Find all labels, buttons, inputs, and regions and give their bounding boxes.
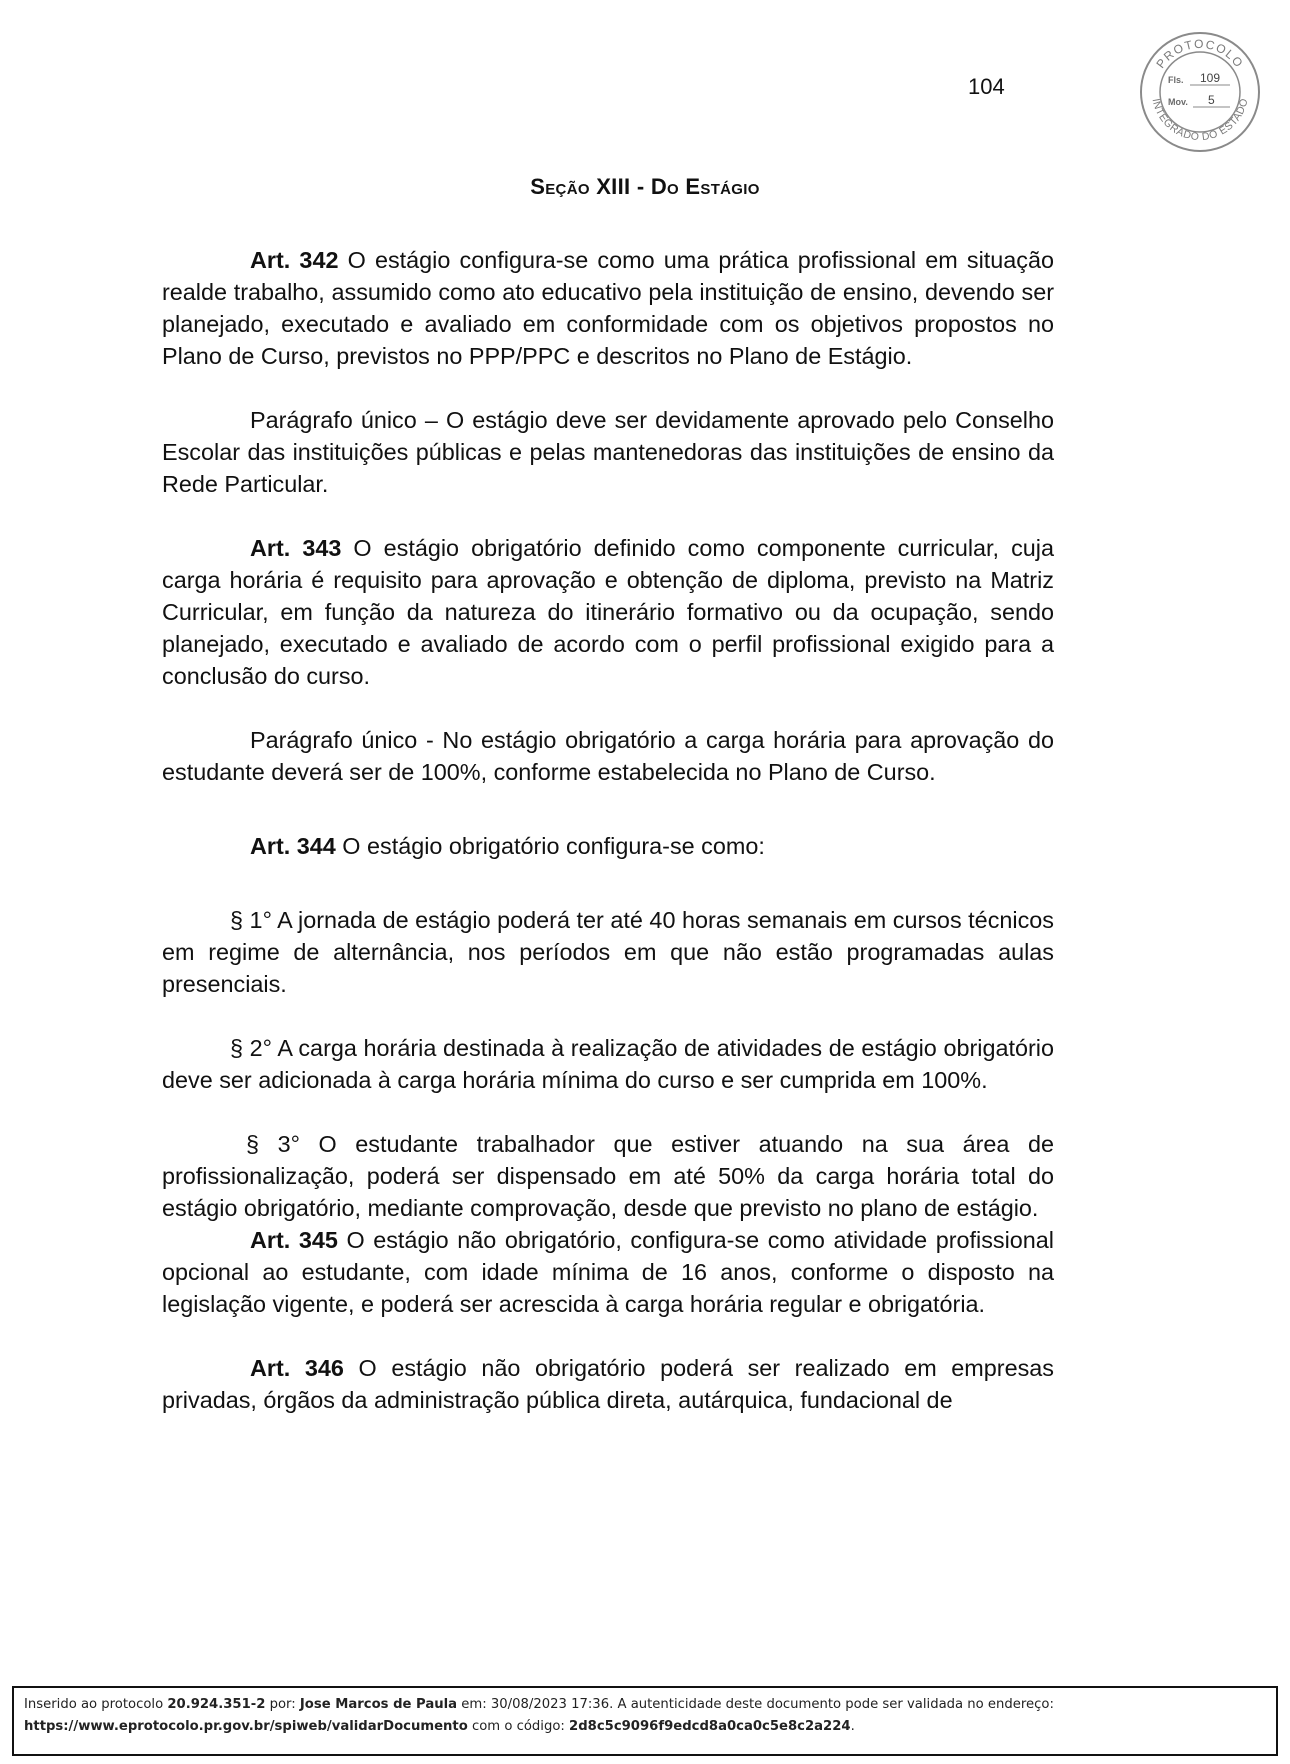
authentication-footer (12, 1686, 1278, 1756)
stamp-mov-label: Mov. (1168, 97, 1188, 107)
article-label: Art. 343 (250, 535, 342, 561)
paragraph-sole-342 (162, 404, 1054, 500)
footer-code-label: com o código: (467, 1719, 570, 1734)
paragraph-text: § 1° A jornada de estágio poderá ter até 40 horas semanais em cursos técnicos em regime de alternância, nos períodos em que não estão programadas aulas presenciais. (162, 907, 1054, 997)
paragraph-art-345 (162, 1224, 1054, 1320)
article-label: Art. 344 (250, 833, 336, 859)
svg-text:INTEGRADO DO ESTADO (1150, 97, 1251, 143)
paragraph-art-344 (162, 830, 1054, 862)
paragraph-text: Parágrafo único - No estágio obrigatório a carga horária para aprovação do estudante deverá ser de 100%, conforme estabelecida no Plano de Curso. (162, 727, 1054, 785)
protocol-stamp (1138, 30, 1262, 154)
paragraph-clause-2 (162, 1032, 1054, 1096)
paragraph-text: O estágio obrigatório definido como componente curricular, cuja carga horária é requisito para aprovação e obtenção de diploma, previsto na Matriz Curricular, em função da natureza do itinerário formativo ou da ocupação, sendo planejado, executado e avaliado de acordo com o perfil profissional exigido para a conclusão do curso. (162, 535, 1054, 689)
footer-protocol-number: 20.924.351-2 (167, 1697, 266, 1712)
footer-validation-link[interactable]: https://www.eprotocolo.pr.gov.br/spiweb/validarDocumento (24, 1719, 468, 1734)
paragraph-text: O estágio configura-se como uma prática profissional em situação realde trabalho, assumido como ato educativo pela instituição de ensino, devendo ser planejado, executado e avaliado em conformidade com os objetivos propostos no Plano de Curso, previstos no PPP/PPC e descritos no Plano de Estágio. (162, 247, 1054, 369)
paragraph-text: Parágrafo único – O estágio deve ser devidamente aprovado pelo Conselho Escolar das instituições públicas e pelas mantenedoras das instituições de ensino da Rede Particular. (162, 407, 1054, 497)
paragraph-art-346 (162, 1352, 1054, 1416)
footer-author: Jose Marcos de Paula (299, 1697, 458, 1712)
footer-end: . (850, 1719, 855, 1734)
paragraph-clause-3 (162, 1128, 1054, 1224)
footer-by-label: por: (265, 1697, 300, 1712)
paragraph-text: O estágio não obrigatório poderá ser realizado em empresas privadas, órgãos da administração pública direta, autárquica, fundacional de (162, 1355, 1054, 1413)
article-label: Art. 346 (250, 1355, 344, 1381)
footer-validation-code: 2d8c5c9096f9edcd8a0ca0c5e8c2a224 (569, 1719, 851, 1734)
article-label: Art. 345 (250, 1227, 338, 1253)
paragraph-art-343 (162, 532, 1054, 692)
footer-prefix: Inserido ao protocolo (24, 1697, 168, 1712)
footer-note: . A autenticidade deste documento pode ser validada no endereço: (609, 1697, 1054, 1712)
paragraph-text: O estágio obrigatório configura-se como: (335, 833, 765, 859)
stamp-ring-bottom: INTEGRADO DO ESTADO (1149, 97, 1251, 144)
footer-date-label: em: (457, 1697, 491, 1712)
paragraph-sole-343 (162, 724, 1054, 788)
paragraph-text: § 2° A carga horária destinada à realização de atividades de estágio obrigatório deve ser adicionada à carga horária mínima do curso e ser cumprida em 100%. (162, 1035, 1054, 1093)
footer-date: 30/08/2023 17:36 (490, 1697, 610, 1712)
paragraph-clause-1 (162, 904, 1054, 1000)
document-body (162, 244, 1054, 1416)
paragraph-text: § 3° O estudante trabalhador que estiver atuando na sua área de profissionalização, poderá ser dispensado em até 50% da carga horária total do estágio obrigatório, mediante comprovação, desde que previsto no plano de estágio. (162, 1131, 1054, 1221)
paragraph-text: O estágio não obrigatório, configura-se como atividade profissional opcional ao estudante, com idade mínima de 16 anos, conforme o disposto na legislação vigente, e poderá ser acrescida à carga horária regular e obrigatória. (162, 1227, 1055, 1317)
stamp-mov-value: 5 (1208, 93, 1215, 107)
stamp-fls-value: 109 (1200, 71, 1221, 85)
section-title: Seção XIII - Do Estágio (530, 174, 760, 199)
article-label: Art. 342 (250, 247, 339, 273)
page-number: 104 (968, 74, 1005, 99)
paragraph-art-342 (162, 244, 1054, 372)
stamp-ring-top: PROTOCOLO (1153, 36, 1247, 71)
stamp-fls-label: Fls. (1168, 75, 1184, 85)
